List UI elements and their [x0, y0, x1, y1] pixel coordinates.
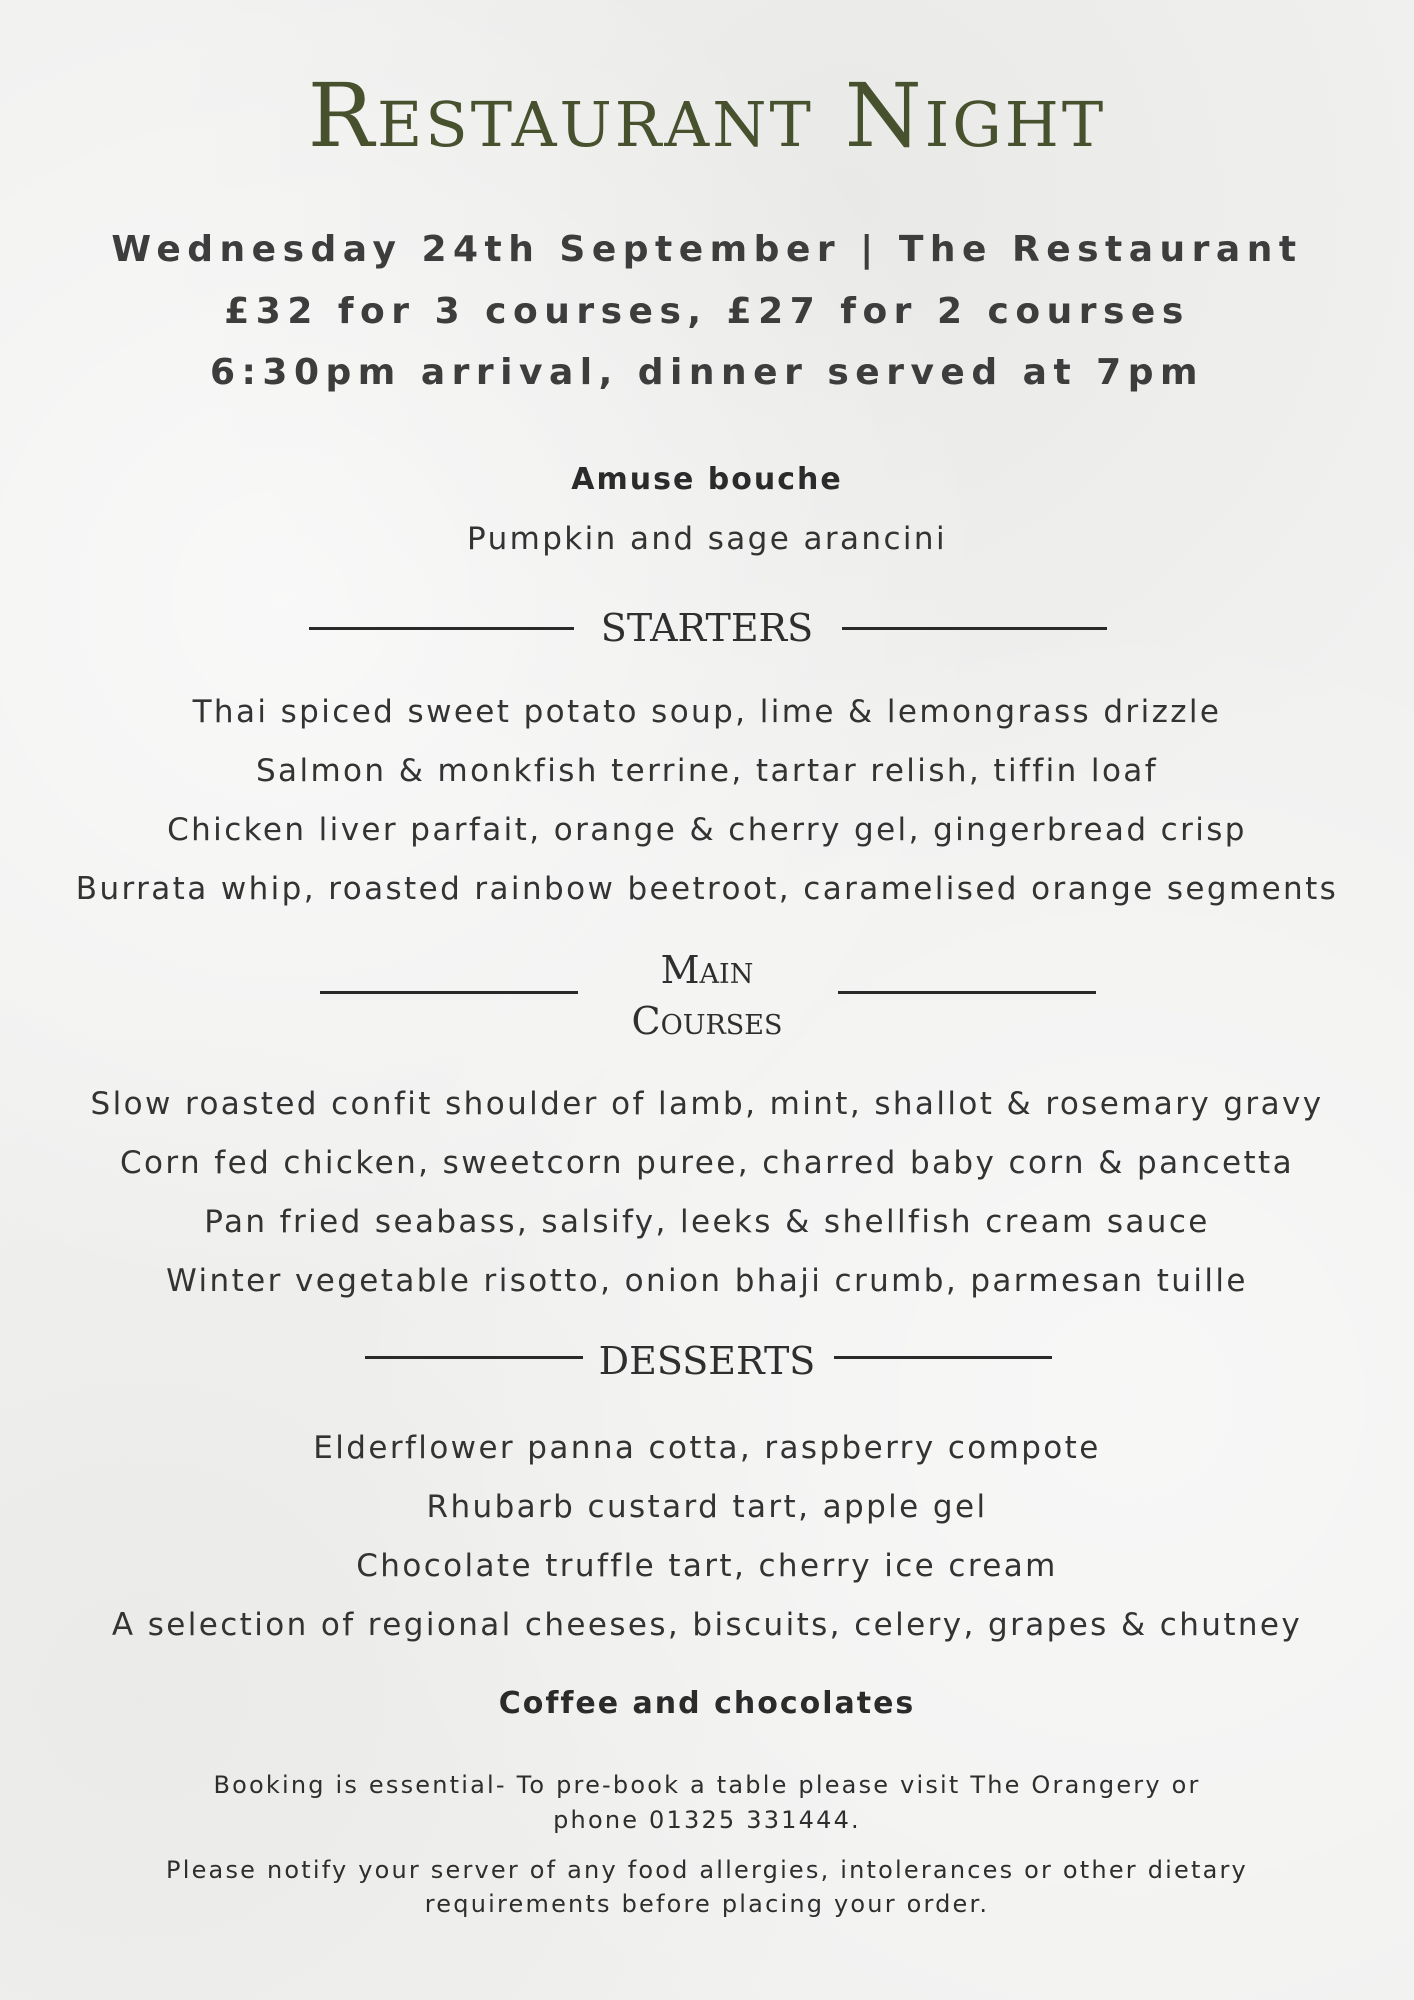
main-item: Pan fried seabass, salsify, leeks & shellfish cream sauce [204, 1204, 1210, 1240]
mains-heading-line2: Courses [631, 999, 783, 1043]
desserts-heading: DESSERTS [598, 1339, 816, 1383]
page-title: Restaurant Night [307, 64, 1107, 167]
dessert-item: Rhubarb custard tart, apple gel [426, 1489, 988, 1525]
dessert-item: Elderflower panna cotta, raspberry compote [313, 1430, 1101, 1466]
main-item: Winter vegetable risotto, onion bhaji crumb, parmesan tuille [166, 1263, 1248, 1299]
event-pricing: £32 for 3 courses, £27 for 2 courses [224, 291, 1190, 332]
desserts-rule-right [834, 1356, 1052, 1359]
starter-item: Salmon & monkfish terrine, tartar relish, tiffin loaf [255, 753, 1159, 789]
booking-note-line1: Booking is essential- To pre-book a table please visit The Orangery or [213, 1771, 1201, 1799]
event-times: 6:30pm arrival, dinner served at 7pm [209, 352, 1205, 393]
starter-item: Burrata whip, roasted rainbow beetroot, caramelised orange segments [75, 871, 1339, 907]
starter-item: Thai spiced sweet potato soup, lime & lemongrass drizzle [192, 694, 1222, 730]
starters-rule-right [842, 627, 1107, 630]
allergy-note-line1: Please notify your server of any food allergies, intolerances or other dietary [166, 1856, 1248, 1884]
dessert-item: A selection of regional cheeses, biscuits, celery, grapes & chutney [111, 1607, 1303, 1643]
mains-heading-line1: Main [660, 948, 754, 992]
mains-rule-right [838, 991, 1096, 994]
amuse-heading: Amuse bouche [571, 462, 843, 497]
closing-note: Coffee and chocolates [498, 1686, 916, 1721]
booking-note-line2: phone 01325 331444. [553, 1806, 861, 1834]
allergy-note-line2: requirements before placing your order. [424, 1890, 990, 1918]
amuse-item: Pumpkin and sage arancini [467, 521, 947, 557]
event-date-venue: Wednesday 24th September | The Restaurant [111, 229, 1303, 270]
main-item: Corn fed chicken, sweetcorn puree, charred baby corn & pancetta [119, 1145, 1294, 1181]
starter-item: Chicken liver parfait, orange & cherry gel, gingerbread crisp [167, 812, 1247, 848]
main-item: Slow roasted confit shoulder of lamb, mint, shallot & rosemary gravy [90, 1086, 1324, 1122]
starters-heading: STARTERS [600, 606, 814, 650]
dessert-item: Chocolate truffle tart, cherry ice cream [356, 1548, 1058, 1584]
